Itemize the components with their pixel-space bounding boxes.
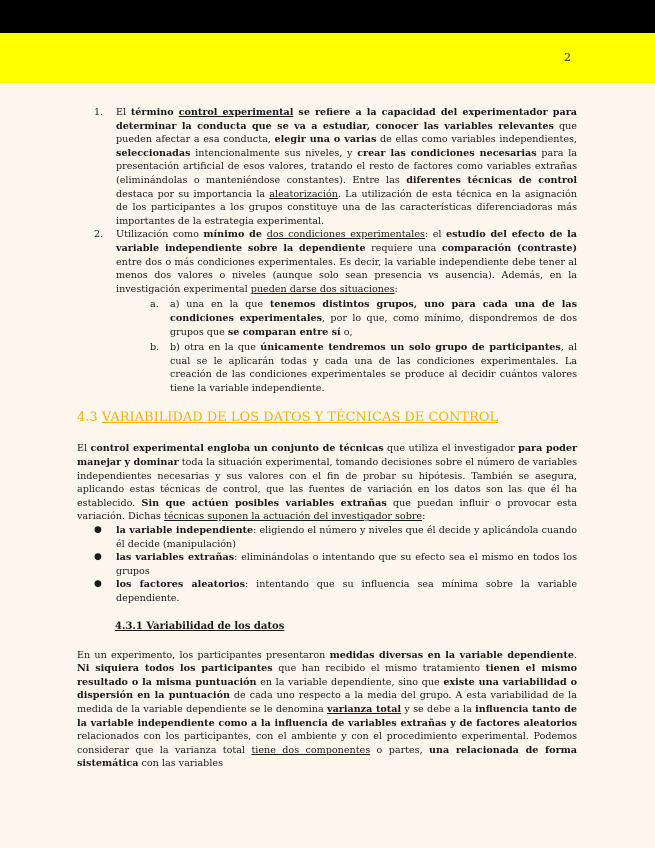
subsection-heading xyxy=(115,620,577,634)
text-run: requiere una xyxy=(365,242,442,254)
text-run: control experimental xyxy=(90,443,204,455)
bullet-text xyxy=(116,524,577,551)
text-run: El xyxy=(77,443,91,455)
bullet-item xyxy=(94,578,577,605)
sub-list-item xyxy=(150,341,577,395)
text-run: de ellas como variables independientes, xyxy=(376,134,577,146)
text-run: , por lo que, como mínimo, dispondremos de dos grupos que xyxy=(170,312,577,338)
list-item xyxy=(94,228,577,395)
section-number: 4.3 xyxy=(77,410,102,426)
text-run: tiene dos componentes xyxy=(251,744,371,756)
text-run: En un experimento, los participantes presentaron xyxy=(77,649,330,661)
text-run: : eligiendo el número y niveles que él decide y aplicándola cuando él decide (manipulación) xyxy=(116,525,577,550)
text-run: . La utilización de esta técnica en la asignación de los participantes a los grupos constituye una de las características diferenciadoras más importantes de la estrategia experimental. xyxy=(116,188,577,227)
sub-list-letter: a. xyxy=(150,299,159,311)
text-run: término xyxy=(130,107,179,118)
text-run: : eliminándolas o intentando que su efecto sea el mismo en todos los grupos xyxy=(116,552,578,577)
text-run: los factores aleatorios xyxy=(116,579,245,591)
sub-list-item xyxy=(150,298,577,339)
text-run: elegir una o varias xyxy=(274,134,377,146)
bullet-icon: ● xyxy=(94,579,102,590)
text-run: y se debe a la xyxy=(401,703,476,715)
text-run: crear las condiciones necesarias xyxy=(357,147,537,159)
list-item-text xyxy=(116,106,577,228)
text-run: : xyxy=(394,283,398,295)
text-run: pueden darse dos situaciones xyxy=(250,283,395,295)
text-run: que han recibido el mismo tratamiento xyxy=(272,663,486,675)
subsection-title: 4.3.1 Variabilidad de los datos xyxy=(115,620,285,632)
list-item xyxy=(94,106,577,228)
bullet-list xyxy=(77,524,577,606)
text-run: con las variables xyxy=(138,758,223,770)
text-run: influencia tanto de la variable independiente como a la influencia de variables extrañas y de factores aleatorios xyxy=(77,703,577,729)
text-run: engloba un conjunto de técnicas xyxy=(207,443,384,455)
list-item-text xyxy=(116,228,577,395)
bullet-icon: ● xyxy=(94,525,102,536)
text-run: se comparan entre sí xyxy=(227,326,341,338)
text-run: estudio del efecto de la variable independiente sobre la dependiente xyxy=(116,229,577,254)
text-run: tenemos distintos grupos, uno para cada una de las condiciones experimentales xyxy=(170,299,577,324)
text-run: destaca por su importancia la xyxy=(116,188,270,200)
document-body xyxy=(77,106,577,771)
text-run: El xyxy=(116,107,131,118)
text-run: Sin que actúen posibles variables extrañas xyxy=(141,497,387,509)
text-run: : el xyxy=(424,229,446,241)
bullet-icon: ● xyxy=(94,552,102,563)
list-number: 2. xyxy=(94,229,104,241)
text-run: las variables extrañas xyxy=(116,552,235,564)
list-number: 1. xyxy=(94,107,104,118)
bullet-text xyxy=(116,551,577,578)
text-run: o, xyxy=(340,326,353,338)
text-run: tienen el mismo resultado o la misma puntuación xyxy=(77,663,577,688)
text-run: comparación (contraste) xyxy=(441,242,577,254)
text-run: seleccionadas xyxy=(116,147,191,159)
header-yellow-band xyxy=(0,33,655,83)
text-run: : xyxy=(422,511,426,523)
bullet-item xyxy=(94,551,577,578)
text-run: se refiere a la capacidad del experimentador para determinar la conducta que se va a estudiar, conocer las variables relevantes xyxy=(116,107,577,132)
text-run: a) una en la que xyxy=(170,299,270,311)
text-run: que puedan influir o provocar esta variación. Dichas xyxy=(77,497,577,523)
text-run: que pueden afectar a esa conducta, xyxy=(116,120,577,146)
text-run: de cada uno respecto a la media del grupo. A esta variabilidad de la medida de la variable dependiente se le denomina xyxy=(77,690,577,715)
text-run: , al cual se le aplicarán todas y cada una de las condiciones experimentales. La creación de las condiciones experimentales se produce al decidir cuántos valores tiene la variable independiente. xyxy=(170,342,577,394)
text-run: únicamente tendremos un solo grupo de participantes xyxy=(260,342,561,354)
bullet-item xyxy=(94,524,577,551)
text-run: la variable independiente xyxy=(116,525,254,537)
paragraph-control-experimental xyxy=(77,442,577,524)
text-run: Ni siquiera todos los participantes xyxy=(77,663,273,675)
section-title: VARIABILIDAD DE LOS DATOS Y TÉCNICAS DE CONTROL xyxy=(101,410,499,426)
text-run: b) otra en la que xyxy=(170,342,261,354)
paragraph-variabilidad xyxy=(77,649,577,771)
text-run: para poder manejar y dominar xyxy=(77,443,578,469)
text-run: mínimo de xyxy=(203,229,267,241)
text-run: dos condiciones experimentales xyxy=(266,229,425,241)
text-run: : intentando que su influencia sea mínima sobre la variable dependiente. xyxy=(116,579,578,604)
text-run: una relacionada de forma sistemática xyxy=(77,744,577,770)
section-heading xyxy=(77,409,577,427)
text-run: en la variable dependiente, sino que xyxy=(256,676,444,688)
bullet-text xyxy=(116,578,577,605)
text-run: varianza total xyxy=(327,703,402,715)
sub-list-letter: b. xyxy=(150,342,160,354)
text-run: aleatorización xyxy=(269,188,338,200)
top-black-bar xyxy=(0,0,655,33)
text-run: o partes, xyxy=(370,744,430,756)
text-run: relacionados con los participantes, con el ambiente y con el procedimiento experimental. Podemos considerar que la varianza total xyxy=(77,731,577,756)
text-run: intencionalmente sus niveles, y xyxy=(190,147,358,159)
text-run: control experimental xyxy=(178,107,294,118)
sub-list-text xyxy=(170,341,577,395)
text-run: . xyxy=(573,649,577,661)
text-run: entre dos o más condiciones experimentales. Es decir, la variable independiente debe tener al menos dos valores o niveles (aunque solo sean presencia vs ausencia). Además, en la investigación experimental xyxy=(116,256,577,295)
text-run: toda la situación experimental, tomando decisiones sobre el número de variables independientes necesarias y sus valores con el fin de probar su hipótesis. También se asegura, aplicando estas técnicas de control, que las fuentes de variación en los datos son las que él ha establecido. xyxy=(77,457,578,509)
text-run: para la presentación artificial de esos valores, tratando el resto de factores como variables extrañas (eliminándolas o manteniéndose constantes). Entre las xyxy=(116,147,577,186)
text-run: medidas diversas en la variable dependiente xyxy=(329,649,574,661)
text-run: Utilización como xyxy=(116,229,204,241)
text-run: existe una variabilidad o dispersión en la puntuación xyxy=(77,676,577,702)
text-run: diferentes técnicas de control xyxy=(406,174,578,186)
text-run: técnicas suponen la actuación del investigador sobre xyxy=(164,511,423,523)
page-number: 2 xyxy=(564,51,571,64)
sub-list-text xyxy=(170,298,577,339)
text-run: que utiliza el investigador xyxy=(383,443,519,455)
numbered-list xyxy=(77,106,577,395)
